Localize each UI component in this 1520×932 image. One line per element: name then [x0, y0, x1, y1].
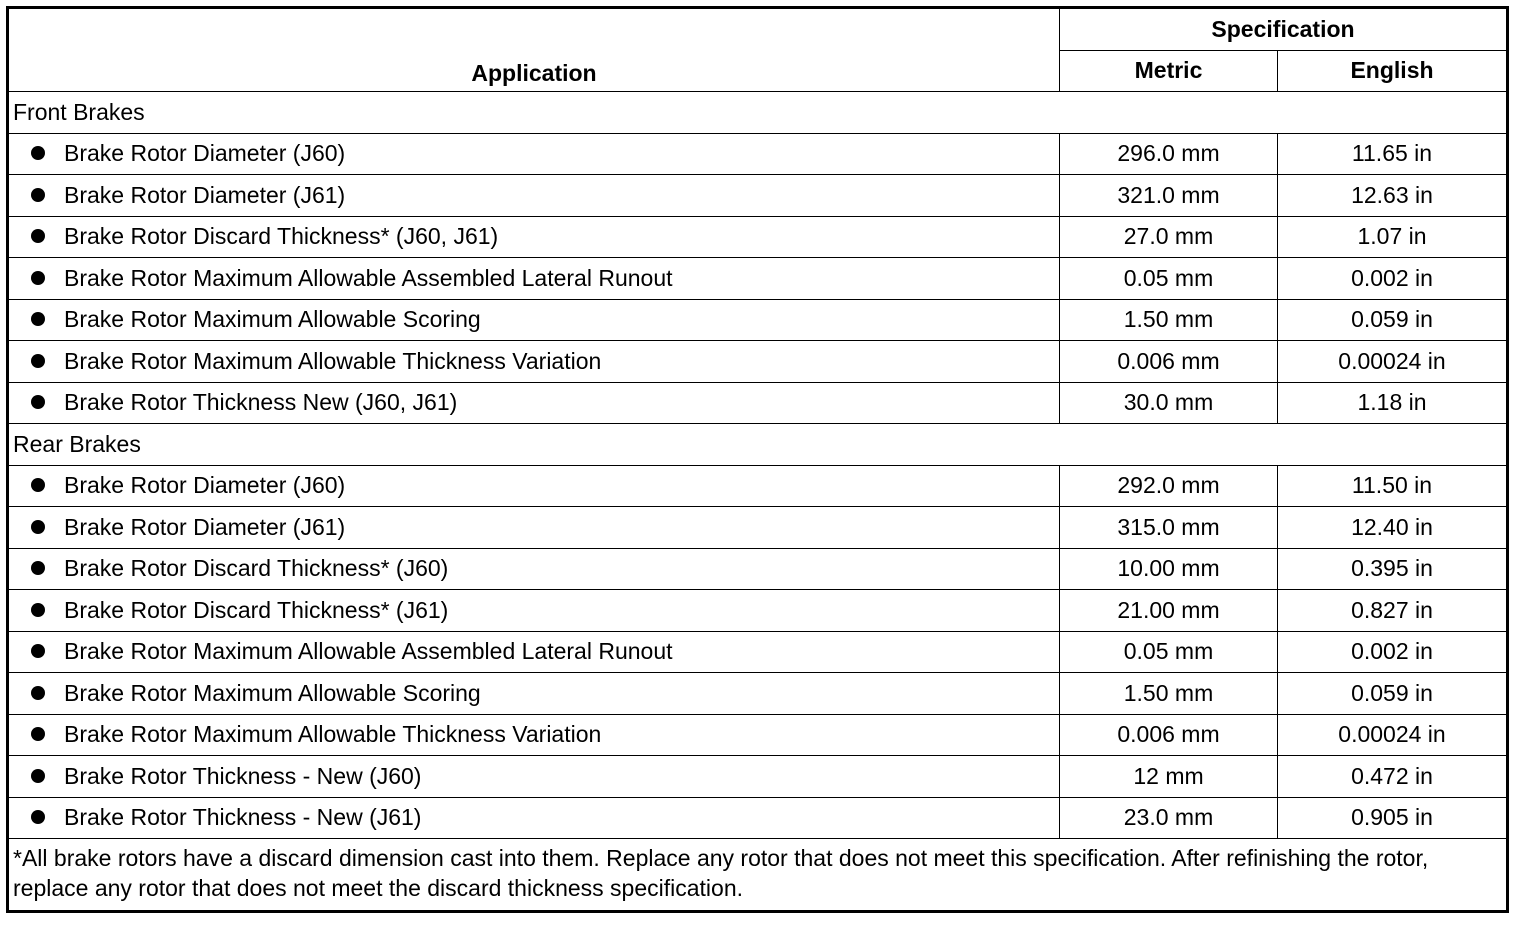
- bullet-icon: [31, 146, 45, 160]
- bullet-icon: [31, 395, 45, 409]
- application-label: Brake Rotor Maximum Allowable Scoring: [64, 306, 481, 333]
- application-label: Brake Rotor Discard Thickness* (J60, J61): [64, 223, 499, 250]
- application-label: Brake Rotor Discard Thickness* (J61): [64, 596, 449, 623]
- application-cell: [8, 548, 1060, 590]
- metric-value: 296.0 mm: [1060, 133, 1278, 175]
- metric-value: 0.006 mm: [1060, 714, 1278, 756]
- table-row: [8, 756, 1508, 798]
- metric-value: 1.50 mm: [1060, 299, 1278, 341]
- english-value: 0.827 in: [1278, 590, 1508, 632]
- table-row: [8, 382, 1508, 424]
- application-label: Brake Rotor Diameter (J61): [64, 181, 346, 208]
- english-value: 12.63 in: [1278, 175, 1508, 217]
- english-value: 0.059 in: [1278, 673, 1508, 715]
- bullet-icon: [31, 644, 45, 658]
- application-label: Brake Rotor Thickness - New (J61): [64, 804, 422, 831]
- metric-value: 27.0 mm: [1060, 216, 1278, 258]
- application-cell: [8, 299, 1060, 341]
- table-row: [8, 258, 1508, 300]
- table-row: [8, 341, 1508, 383]
- english-value: 0.059 in: [1278, 299, 1508, 341]
- application-cell: [8, 465, 1060, 507]
- bullet-icon: [31, 271, 45, 285]
- metric-value: 0.05 mm: [1060, 258, 1278, 300]
- english-value: 0.905 in: [1278, 797, 1508, 839]
- application-label: Brake Rotor Maximum Allowable Assembled Lateral Runout: [64, 264, 673, 291]
- application-cell: [8, 631, 1060, 673]
- bullet-icon: [31, 727, 45, 741]
- section-title: Front Brakes: [8, 92, 1508, 134]
- bullet-icon: [31, 686, 45, 700]
- bullet-icon: [31, 520, 45, 534]
- bullet-icon: [31, 810, 45, 824]
- section-row: [8, 92, 1508, 134]
- table-row: [8, 216, 1508, 258]
- bullet-icon: [31, 603, 45, 617]
- english-value: 0.00024 in: [1278, 714, 1508, 756]
- english-value: 0.002 in: [1278, 631, 1508, 673]
- bullet-icon: [31, 561, 45, 575]
- application-cell: [8, 590, 1060, 632]
- application-label: Brake Rotor Diameter (J60): [64, 472, 346, 499]
- application-label: Brake Rotor Thickness - New (J60): [64, 762, 422, 789]
- table-row: [8, 548, 1508, 590]
- header-row-top: [8, 8, 1508, 51]
- metric-value: 321.0 mm: [1060, 175, 1278, 217]
- table-row: [8, 631, 1508, 673]
- english-value: 12.40 in: [1278, 507, 1508, 549]
- bullet-icon: [31, 229, 45, 243]
- application-cell: [8, 673, 1060, 715]
- application-cell: [8, 175, 1060, 217]
- metric-column-header: Metric: [1060, 50, 1278, 92]
- english-value: 0.00024 in: [1278, 341, 1508, 383]
- metric-value: 10.00 mm: [1060, 548, 1278, 590]
- metric-value: 12 mm: [1060, 756, 1278, 798]
- application-cell: [8, 507, 1060, 549]
- english-value: 11.65 in: [1278, 133, 1508, 175]
- footnote-row: [8, 839, 1508, 912]
- brake-rotor-specification-table: [6, 6, 1509, 913]
- metric-value: 23.0 mm: [1060, 797, 1278, 839]
- application-label: Brake Rotor Maximum Allowable Thickness Variation: [64, 347, 602, 374]
- metric-value: 0.006 mm: [1060, 341, 1278, 383]
- bullet-icon: [31, 769, 45, 783]
- application-cell: [8, 258, 1060, 300]
- application-cell: [8, 382, 1060, 424]
- table-row: [8, 714, 1508, 756]
- table-row: [8, 507, 1508, 549]
- section-row: [8, 424, 1508, 466]
- english-column-header: English: [1278, 50, 1508, 92]
- bullet-icon: [31, 478, 45, 492]
- application-cell: [8, 714, 1060, 756]
- metric-value: 315.0 mm: [1060, 507, 1278, 549]
- application-cell: [8, 216, 1060, 258]
- section-title: Rear Brakes: [8, 424, 1508, 466]
- bullet-icon: [31, 312, 45, 326]
- application-column-header: Application: [8, 8, 1060, 92]
- specification-column-header: Specification: [1060, 8, 1508, 51]
- english-value: 0.472 in: [1278, 756, 1508, 798]
- application-cell: [8, 341, 1060, 383]
- application-label: Brake Rotor Maximum Allowable Assembled Lateral Runout: [64, 638, 673, 665]
- english-value: 0.395 in: [1278, 548, 1508, 590]
- metric-value: 292.0 mm: [1060, 465, 1278, 507]
- english-value: 1.07 in: [1278, 216, 1508, 258]
- application-label: Brake Rotor Maximum Allowable Thickness Variation: [64, 721, 602, 748]
- bullet-icon: [31, 354, 45, 368]
- table-row: [8, 133, 1508, 175]
- english-value: 1.18 in: [1278, 382, 1508, 424]
- metric-value: 1.50 mm: [1060, 673, 1278, 715]
- table-row: [8, 590, 1508, 632]
- table-row: [8, 797, 1508, 839]
- application-label: Brake Rotor Discard Thickness* (J60): [64, 555, 449, 582]
- metric-value: 21.00 mm: [1060, 590, 1278, 632]
- table-row: [8, 299, 1508, 341]
- application-cell: [8, 133, 1060, 175]
- application-cell: [8, 756, 1060, 798]
- table-row: [8, 175, 1508, 217]
- bullet-icon: [31, 188, 45, 202]
- metric-value: 30.0 mm: [1060, 382, 1278, 424]
- table-body: [8, 92, 1508, 839]
- application-label: Brake Rotor Maximum Allowable Scoring: [64, 679, 481, 706]
- application-label: Brake Rotor Thickness New (J60, J61): [64, 389, 458, 416]
- metric-value: 0.05 mm: [1060, 631, 1278, 673]
- footnote: *All brake rotors have a discard dimension cast into them. Replace any rotor that does not meet this specification. After refinishing the rotor, replace any rotor that does not meet the discard thickness specification.: [8, 839, 1508, 912]
- application-label: Brake Rotor Diameter (J60): [64, 140, 346, 167]
- table-row: [8, 465, 1508, 507]
- application-cell: [8, 797, 1060, 839]
- table-row: [8, 673, 1508, 715]
- english-value: 0.002 in: [1278, 258, 1508, 300]
- application-label: Brake Rotor Diameter (J61): [64, 513, 346, 540]
- english-value: 11.50 in: [1278, 465, 1508, 507]
